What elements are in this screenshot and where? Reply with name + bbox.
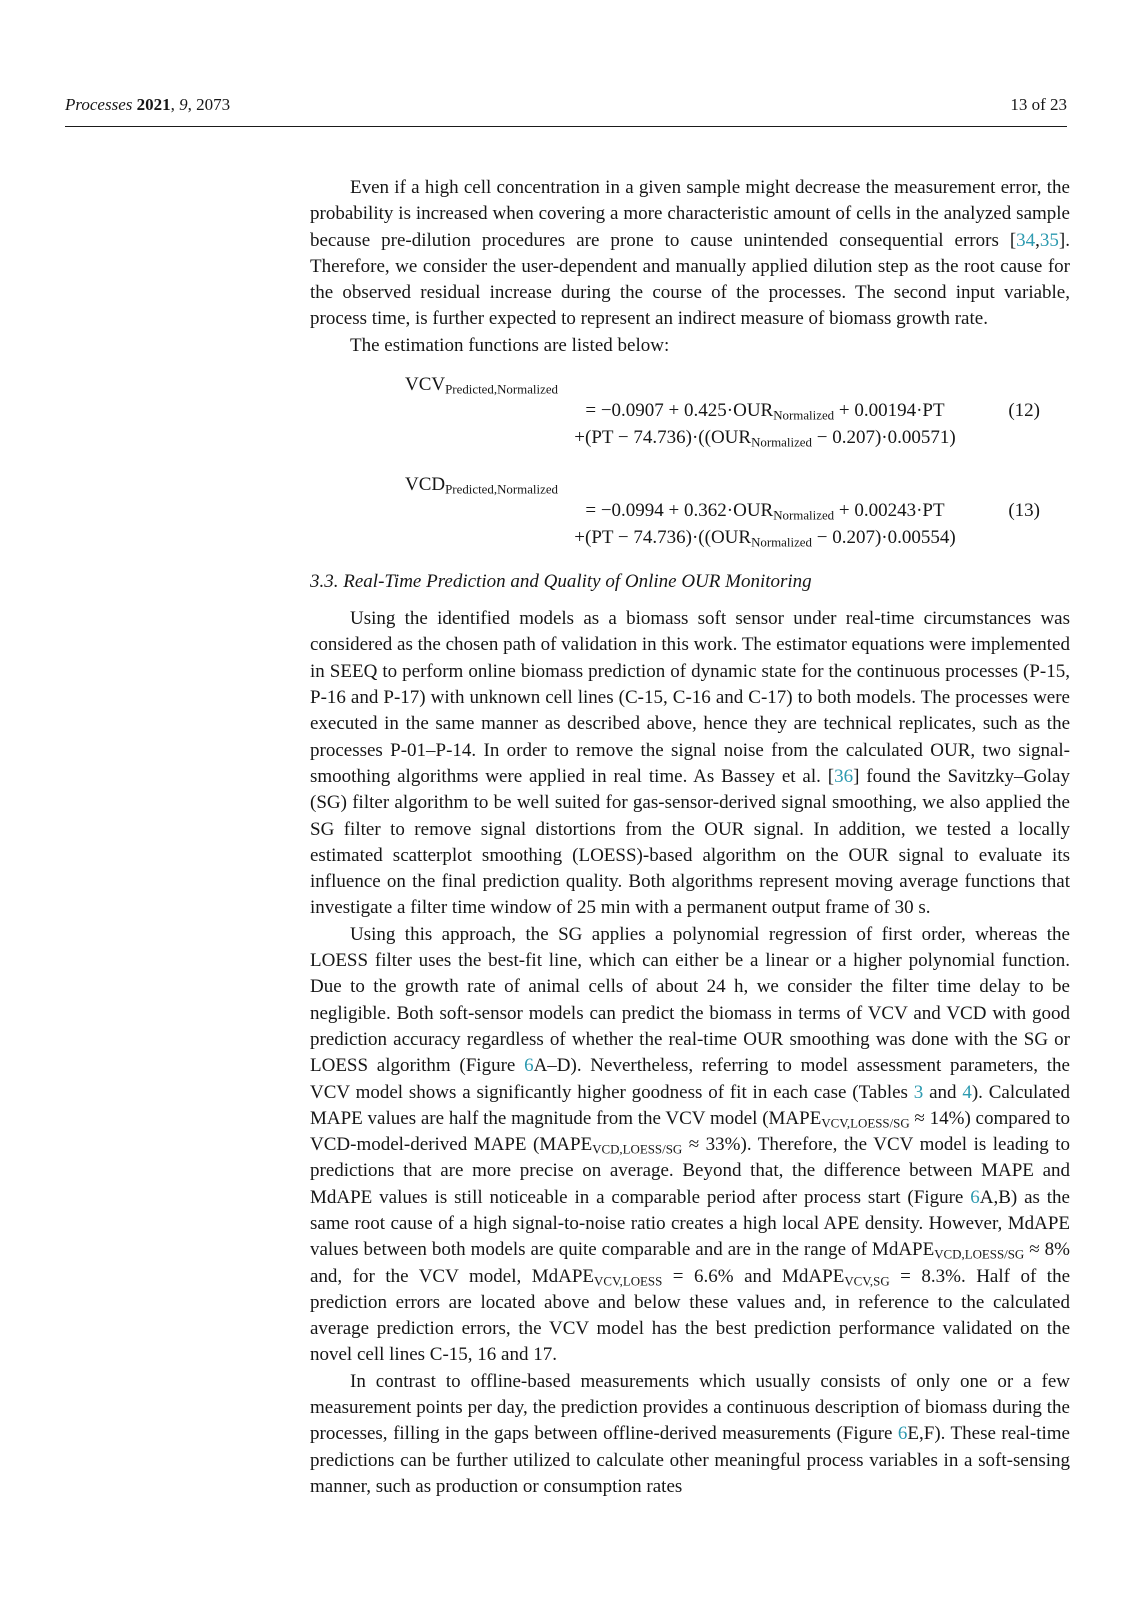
paragraph	[310, 1369, 1070, 1500]
text-run: Using the identified models as a biomass soft sensor under real-time circumstances was considered as the chosen path of validation in this work. The estimator equations were implemented in SEEQ to perform online biomass prediction of dynamic state for the continuous processes (P-15, P-16 and P-17) with unknown cell lines (C-15, C-16 and C-17) to both models. The processes were executed in the same manner as described above, hence they are technical replicates, such as the processes P-01–P-14. In order to remove the signal noise from the calculated OUR, two signal-smoothing algorithms were applied in real time. As Bassey et al. [	[310, 608, 1070, 787]
text-run: The estimation functions are listed below:	[350, 334, 670, 356]
text-run: Processes	[65, 95, 133, 114]
text-run: VCD	[405, 473, 446, 495]
text-run: Normalized	[751, 533, 812, 549]
equation-12-number: (12)	[1008, 400, 1040, 422]
section-heading: 3.3. Real-Time Prediction and Quality of Online OUR Monitoring	[310, 570, 812, 592]
citation-link[interactable]: 6	[897, 1423, 908, 1445]
text-run: = −0.0994 + 0.362·OUR	[585, 500, 774, 522]
paragraph	[310, 606, 1070, 922]
equation-13-line2	[310, 498, 1070, 524]
paragraph	[310, 922, 1070, 1369]
journal-citation	[65, 95, 230, 115]
citation-link[interactable]: 3	[913, 1081, 924, 1103]
citation-link[interactable]: 35	[1039, 229, 1059, 251]
citation-link[interactable]: 6	[524, 1055, 534, 1077]
equation-13-line3	[310, 525, 1070, 551]
text-run: = 6.6% and MdAPE	[662, 1265, 845, 1287]
text-run: VCV,LOESS/SG	[821, 1115, 910, 1131]
text-run: VCD,LOESS/SG	[592, 1141, 683, 1157]
text-run: − 0.207)·0.00554)	[811, 526, 956, 548]
text-run: A–D). Nevertheless, referring to model assessment parameters, the VCV model shows a significantly higher goodness of fit in each case (Tables	[310, 1055, 1070, 1103]
equation-12-line3	[310, 425, 1070, 451]
text-run: VCV,SG	[844, 1272, 890, 1288]
equation-13	[310, 472, 1070, 551]
text-run: ,	[170, 95, 180, 114]
paragraph	[310, 333, 1070, 359]
text-run: and	[923, 1081, 963, 1103]
text-run: ≈ 14%) compared to VCD-model-derived MAPE (MAPE	[310, 1107, 1070, 1156]
text-run: ≈ 33%). Therefore, the VCV model is leading to predictions that are more precise on average. Beyond that, the difference between MAPE and MdAPE values is still noticeable in a comparable period after process start (Figure	[310, 1134, 1071, 1208]
citation-link[interactable]: 34	[1016, 229, 1036, 251]
text-run: − 0.207)·0.00571)	[811, 426, 956, 448]
equation-13-number: (13)	[1008, 499, 1040, 521]
text-run: VCV	[405, 374, 446, 396]
text-run: ] found the Savitzky–Golay (SG) filter algorithm to be well suited for gas-sensor-derived signal smoothing, we also applied the SG filter to remove signal distortions from the OUR signal. In addition, we tested a locally estimated scatterplot smoothing (LOESS)-based algorithm on the OUR signal to evaluate its influence on the final prediction quality. Both algorithms represent moving average functions that investigate a filter time window of 25 min with a permanent output frame of 30 s.	[310, 765, 1070, 919]
header-rule	[65, 126, 1067, 127]
equation-12-lhs	[405, 372, 1070, 398]
text-run: ). Calculated MAPE values are half the magnitude from the VCV model (MAPE	[310, 1081, 1070, 1129]
text-run: ,	[1035, 229, 1040, 251]
text-run: E,F). These real-time predictions can be further utilized to calculate other meaningful process variables in a soft-sensing manner, such as production or consumption rates	[310, 1423, 1070, 1497]
page-header	[65, 95, 1067, 115]
text-run: = −0.0907 + 0.425·OUR	[585, 400, 774, 422]
text-run: A,B) as the same root cause of a high signal-to-noise ratio creates a high local APE density. However, MdAPE values between both models are quite comparable and are in the range of MdAPE	[310, 1186, 1070, 1261]
text-run: VCD,LOESS/SG	[934, 1246, 1025, 1262]
text-run: 9	[179, 95, 188, 114]
text-run: = 8.3%. Half of the prediction errors are located above and below these values and, in reference to the calculated average prediction errors, the VCV model has the best prediction performance validated on the novel cell lines C-15, 16 and 17.	[310, 1265, 1070, 1366]
article-body	[310, 175, 1070, 1500]
text-run: Predicted,Normalized	[445, 381, 559, 397]
text-run: In contrast to offline-based measurements which usually consists of only one or a few measurement points per day, the prediction provides a continuous description of biomass during the processes, filling in the gaps between offline-derived measurements (Figure	[310, 1370, 1070, 1445]
text-run: Normalized	[751, 434, 812, 450]
text-run: + 0.00194·PT	[834, 400, 945, 422]
citation-link[interactable]: 6	[970, 1186, 980, 1208]
text-run: ≈ 8% and, for the VCV model, MdAPE	[310, 1239, 1070, 1287]
equation-13-lhs	[405, 472, 1070, 498]
citation-link[interactable]: 4	[962, 1081, 972, 1103]
text-run: +(PT − 74.736)·((OUR	[574, 426, 752, 448]
text-run: Even if a high cell concentration in a given sample might decrease the measurement error, the probability is increased when covering a more characteristic amount of cells in the analyzed sample because pre-dilution procedures are prone to cause unintended consequential errors [	[310, 177, 1070, 251]
text-run: VCV,LOESS	[594, 1272, 663, 1288]
text-run: + 0.00243·PT	[834, 500, 945, 522]
text-run: +(PT − 74.736)·((OUR	[574, 526, 752, 548]
paragraph	[310, 175, 1070, 333]
text-run: Using this approach, the SG applies a polynomial regression of first order, whereas the LOESS filter uses the best-fit line, which can either be a linear or a higher polynomial function. Due to the growth rate of animal cells of about 24 h, we consider the filter time delay to be negligible. Both soft-sensor models can predict the biomass in terms of VCV and VCD with good prediction accuracy regardless of whether the real-time OUR smoothing was done with the SG or LOESS algorithm (Figure	[310, 923, 1070, 1077]
equation-12-line2	[310, 398, 1070, 424]
text-run: Normalized	[773, 407, 835, 423]
text-run: 2021	[136, 95, 171, 114]
page-number: 13 of 23	[1010, 95, 1067, 114]
citation-link[interactable]: 36	[834, 765, 854, 787]
text-run: Predicted,Normalized	[445, 481, 559, 497]
text-run: ]. Therefore, we consider the user-dependent and manually applied dilution step as the root cause for the observed residual increase during the course of the processes. The second input variable, process time, is further expected to represent an indirect measure of biomass growth rate.	[310, 229, 1070, 330]
text-run: , 2073	[187, 95, 231, 114]
text-run: Normalized	[773, 507, 835, 523]
equation-12	[310, 372, 1070, 451]
